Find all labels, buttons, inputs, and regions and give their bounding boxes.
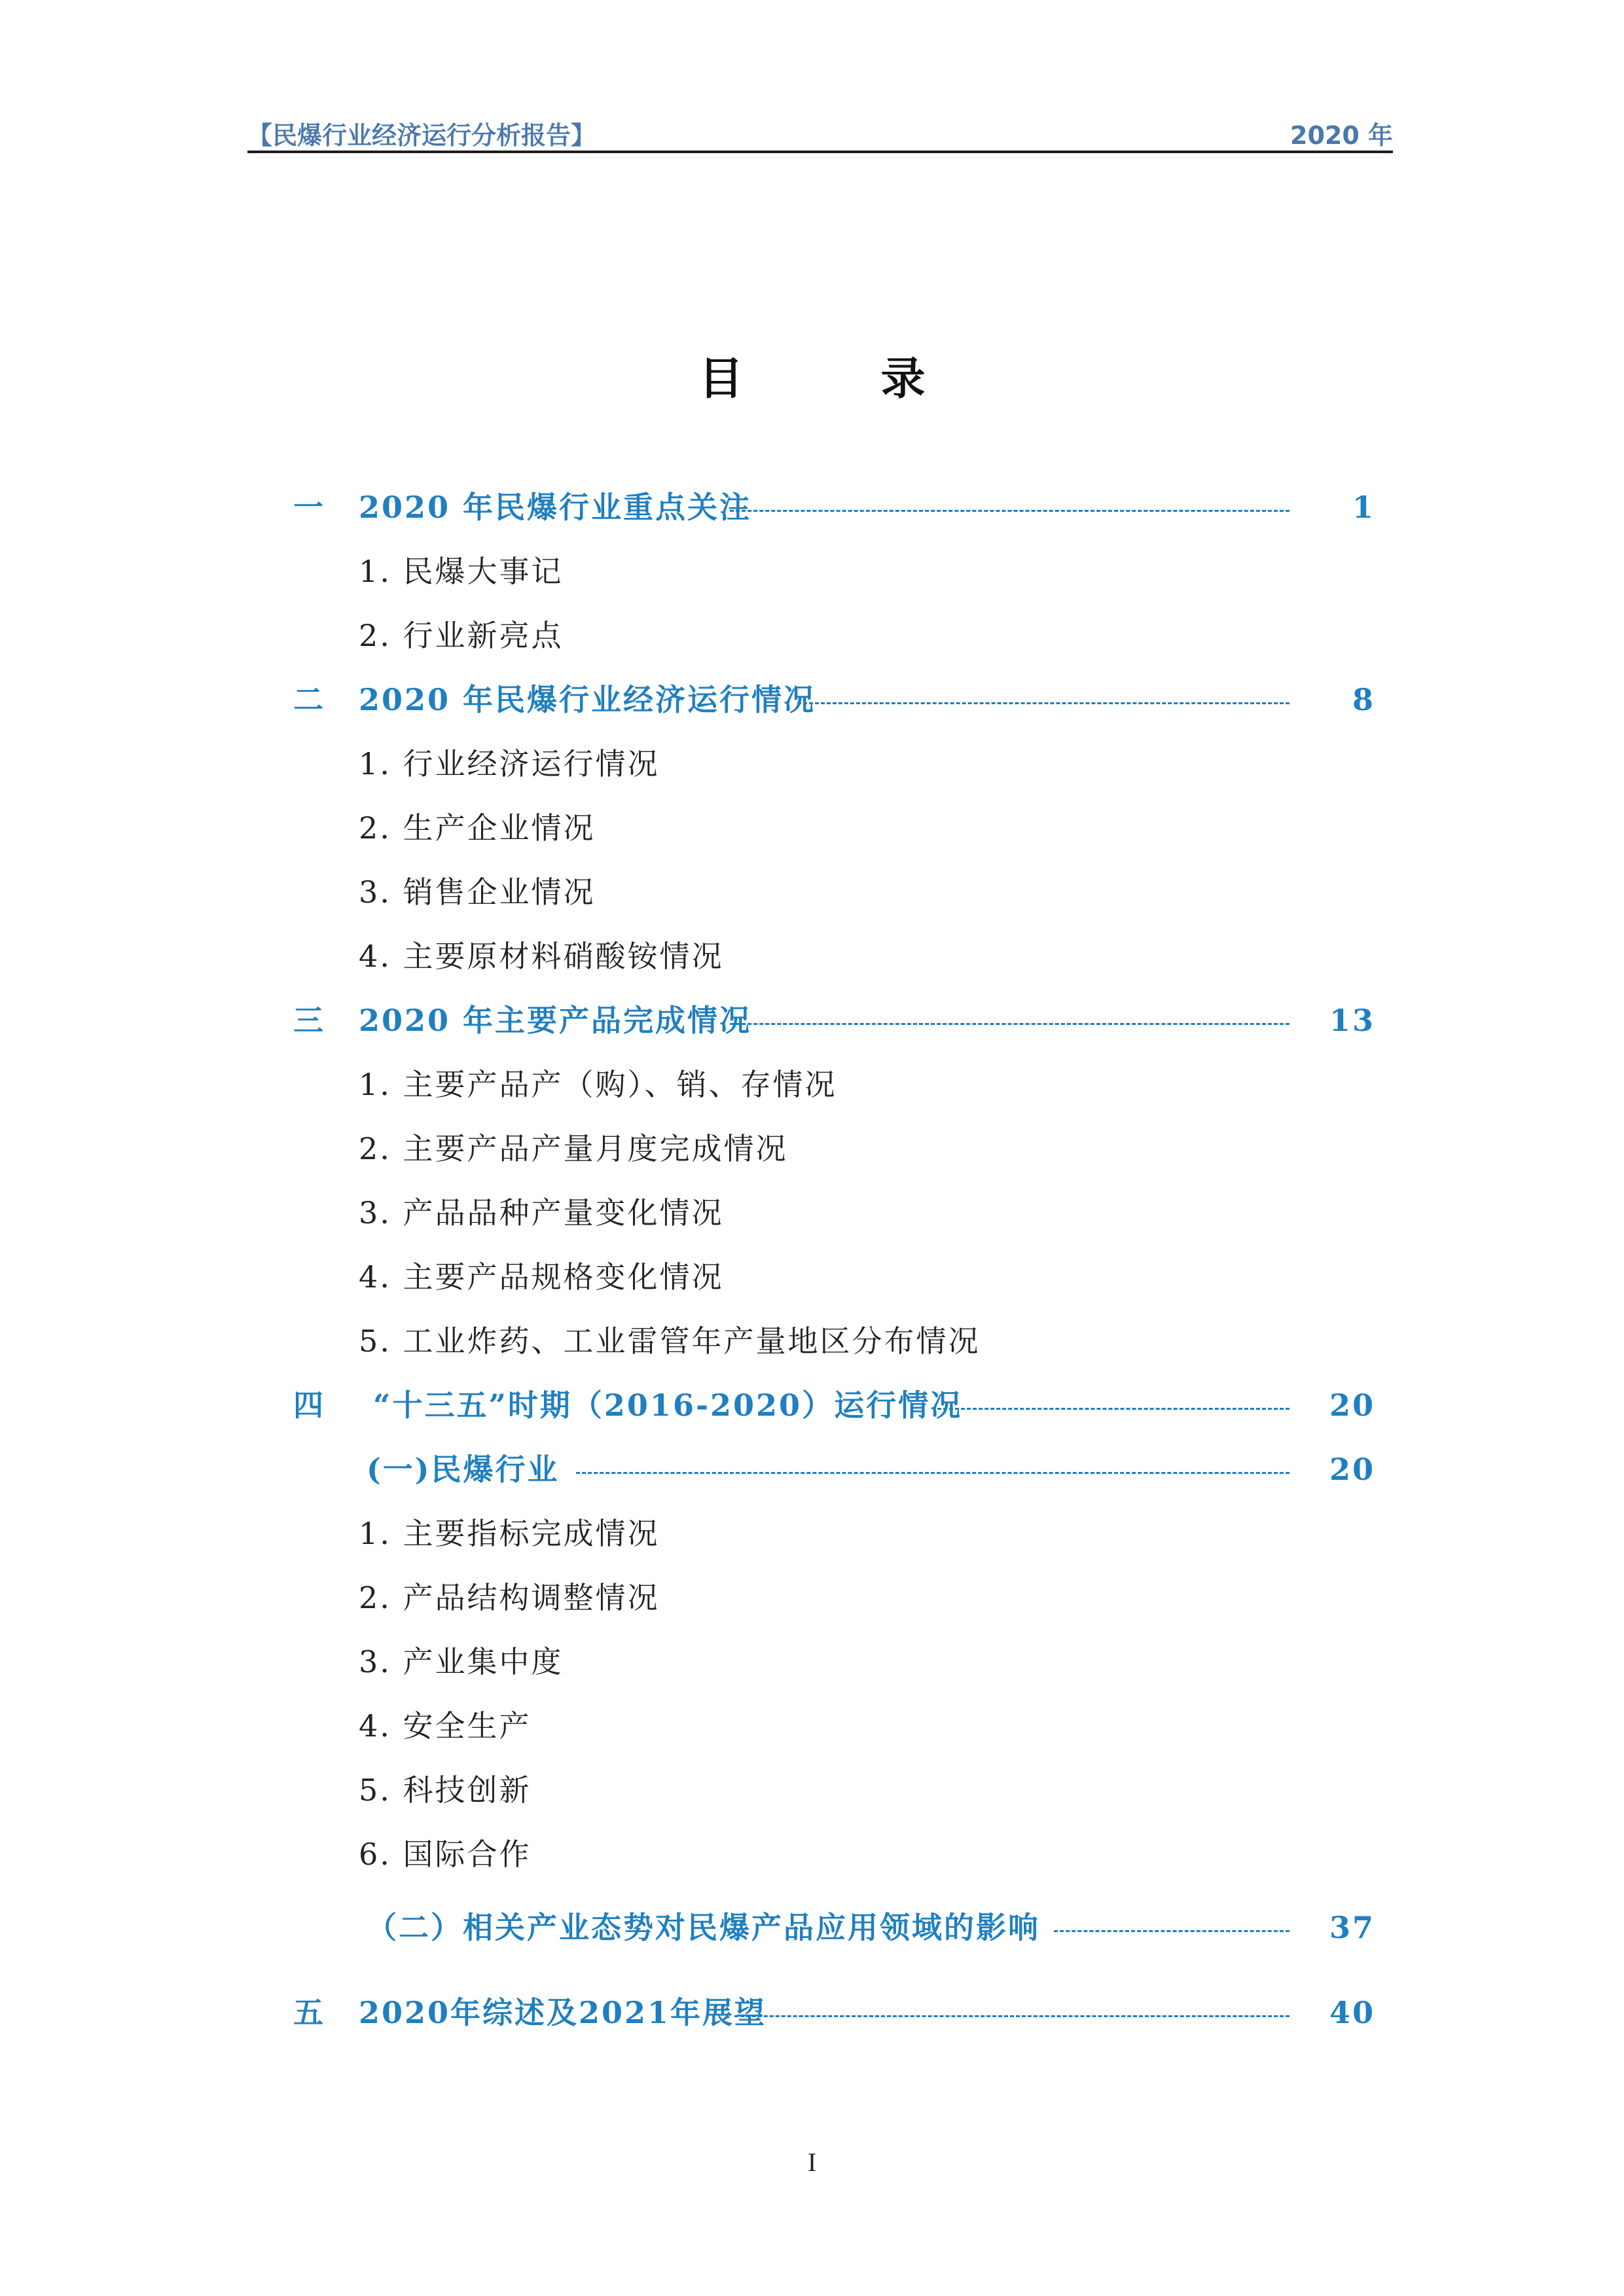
toc-title [0,344,1624,407]
toc-item[interactable] [0,613,1624,658]
toc-item-label: 2. 主要产品产量月度完成情况 [359,1131,788,1166]
toc-item[interactable] [0,741,1624,787]
toc-item[interactable] [0,548,1624,594]
chapter-title: 2020 年民爆行业重点关注 [359,490,752,525]
toc-item[interactable] [0,933,1624,979]
dot-leader [730,510,1290,512]
toc-section-2[interactable] [0,1905,1624,1950]
toc-chapter-2[interactable] [0,677,1624,723]
header-year: 2020 年 [1290,121,1393,150]
dot-leader [797,702,1290,704]
toc-item-label: 2. 生产企业情况 [359,810,596,846]
toc-title-char-2: 录 [880,353,926,405]
toc-item[interactable] [0,1831,1624,1877]
toc-item-label: 3. 产业集中度 [359,1644,564,1679]
toc-item-label: 5. 科技创新 [359,1772,532,1808]
toc-title-char-1: 目 [698,353,744,405]
toc-item-label: 1. 主要指标完成情况 [359,1516,660,1551]
header-report-title: 【民爆行业经济运行分析报告】 [247,121,596,150]
section-title: (一)民爆行业 [367,1452,560,1487]
toc-item[interactable] [0,1190,1624,1236]
toc-item[interactable] [0,1511,1624,1556]
toc-item[interactable] [0,1318,1624,1364]
dot-leader [576,1472,1290,1474]
dot-leader [937,1408,1290,1410]
toc-item[interactable] [0,1639,1624,1685]
chapter-page: 20 [1329,1388,1375,1423]
toc-item[interactable] [0,1575,1624,1621]
chapter-title: 2020 年主要产品完成情况 [359,1003,752,1038]
chapter-number: 一 [293,490,325,525]
dot-leader [734,2015,1290,2017]
dot-leader [730,1023,1290,1025]
section-title: （二）相关产业态势对民爆产品应用领域的影响 [367,1910,1040,1945]
chapter-page: 8 [1352,682,1375,717]
toc-item-label: 4. 主要原材料硝酸铵情况 [359,939,724,974]
toc-item[interactable] [0,1126,1624,1172]
toc-item-label: 6. 国际合作 [359,1837,532,1872]
toc-item-label: 5. 工业炸药、工业雷管年产量地区分布情况 [359,1323,981,1359]
toc-item[interactable] [0,1254,1624,1300]
toc-chapter-3[interactable] [0,997,1624,1043]
chapter-page: 1 [1352,490,1375,525]
toc-item-label: 1. 行业经济运行情况 [359,746,660,781]
toc-item-label: 1. 主要产品产（购）、销、存情况 [359,1067,837,1102]
chapter-page: 13 [1329,1003,1375,1038]
toc-chapter-4[interactable] [0,1382,1624,1428]
chapter-title: “十三五”时期（2016-2020）运行情况 [373,1388,963,1423]
toc-item-label: 4. 主要产品规格变化情况 [359,1259,724,1295]
toc-section-1[interactable] [0,1446,1624,1492]
chapter-number: 四 [293,1388,325,1423]
page-number: I [807,2147,817,2177]
chapter-number: 三 [293,1003,325,1038]
toc-chapter-1[interactable] [0,484,1624,530]
chapter-title: 2020 年民爆行业经济运行情况 [359,682,816,717]
toc-item[interactable] [0,1703,1624,1749]
toc-item-label: 2. 行业新亮点 [359,618,564,653]
running-header [247,111,1393,153]
section-page: 37 [1329,1910,1375,1945]
chapter-page: 40 [1329,1995,1375,2030]
toc-item[interactable] [0,1767,1624,1813]
toc-chapter-5[interactable] [0,1990,1624,2036]
toc-item-label: 3. 产品品种产量变化情况 [359,1195,724,1230]
toc-item[interactable] [0,805,1624,851]
toc-item[interactable] [0,1062,1624,1107]
dot-leader [1054,1930,1290,1932]
toc-item-label: 3. 销售企业情况 [359,874,596,910]
chapter-number: 二 [293,682,325,717]
toc-item[interactable] [0,869,1624,915]
chapter-title: 2020年综述及2021年展望 [359,1995,767,2030]
toc-item-label: 1. 民爆大事记 [359,554,564,589]
section-page: 20 [1329,1452,1375,1487]
chapter-number: 五 [293,1995,325,2030]
toc-item-label: 2. 产品结构调整情况 [359,1580,660,1615]
toc-item-label: 4. 安全生产 [359,1708,532,1744]
